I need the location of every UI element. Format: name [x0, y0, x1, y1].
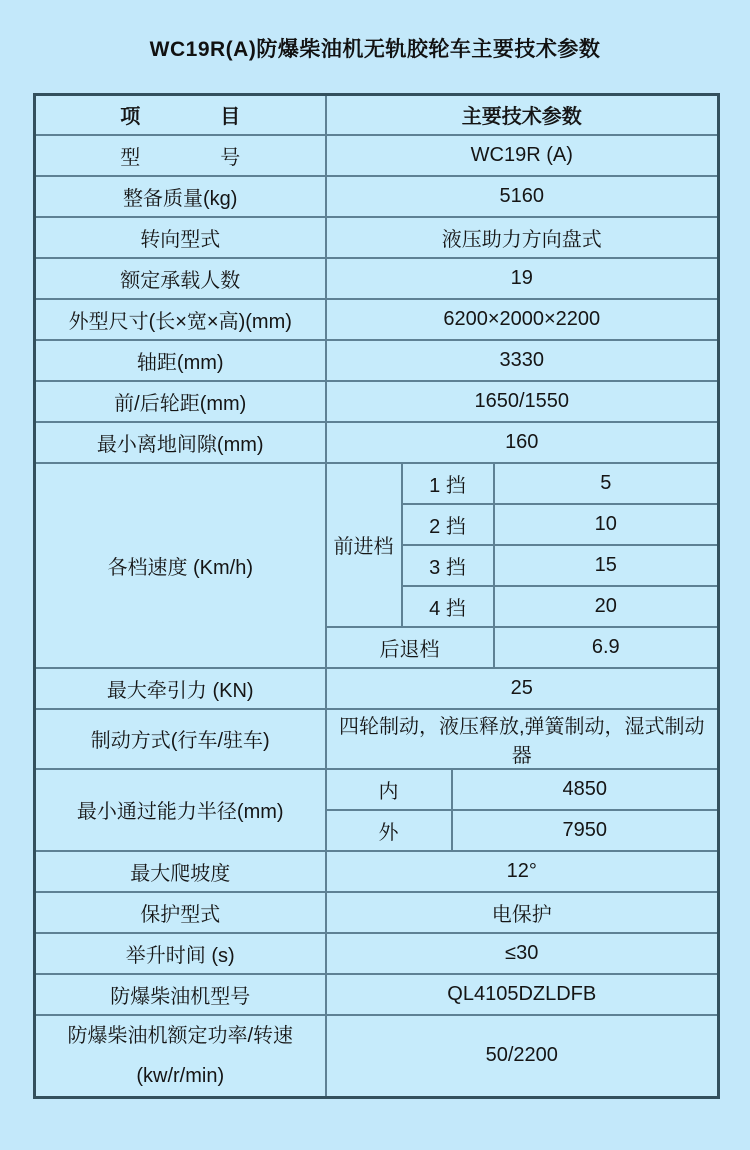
power-label-line2: (kw/r/min) — [136, 1064, 225, 1087]
radius-inner-label: 内 — [326, 769, 452, 810]
row-value: 液压助力方向盘式 — [326, 217, 719, 258]
row-value: 电保护 — [326, 892, 719, 933]
row-label: 防爆柴油机型号 — [35, 974, 326, 1015]
table-row-braking-mode — [35, 709, 719, 769]
table-row-engine-model — [35, 974, 719, 1015]
row-label: 整备质量(kg) — [35, 176, 326, 217]
row-value: 160 — [326, 422, 719, 463]
row-label: 轴距(mm) — [35, 340, 326, 381]
gear-label: 3 挡 — [402, 545, 494, 586]
speed-section-label: 各档速度 (Km/h) — [35, 463, 326, 668]
row-label: 最大牵引力 (KN) — [35, 668, 326, 709]
row-value: QL4105DZLDFB — [326, 974, 719, 1015]
gear-speed-value: 20 — [494, 586, 719, 627]
table-row-track-width — [35, 381, 719, 422]
table-row-max-traction — [35, 668, 719, 709]
gear-label: 2 挡 — [402, 504, 494, 545]
reverse-gear-label: 后退档 — [326, 627, 494, 668]
row-label: 前/后轮距(mm) — [35, 381, 326, 422]
gear-speed-value: 5 — [494, 463, 719, 504]
row-value: WC19R (A) — [326, 135, 719, 176]
row-label: 型 号 — [35, 135, 326, 176]
row-label: 额定承载人数 — [35, 258, 326, 299]
table-row-rated-passengers — [35, 258, 719, 299]
table-row-wheelbase — [35, 340, 719, 381]
row-label: 最大爬坡度 — [35, 851, 326, 892]
gear-speed-value: 15 — [494, 545, 719, 586]
row-value: 5160 — [326, 176, 719, 217]
table-row-radius-inner — [35, 769, 719, 810]
row-value: 6200×2000×2200 — [326, 299, 719, 340]
radius-outer-label: 外 — [326, 810, 452, 851]
table-header-row — [35, 95, 719, 135]
table-row-curb-weight — [35, 176, 719, 217]
table-row-model — [35, 135, 719, 176]
table-row-overall-dimensions — [35, 299, 719, 340]
row-value: ≤30 — [326, 933, 719, 974]
gear-speed-value: 10 — [494, 504, 719, 545]
row-value: 12° — [326, 851, 719, 892]
table-row-rated-power — [35, 1015, 719, 1098]
table-row-lift-time — [35, 933, 719, 974]
row-value: 19 — [326, 258, 719, 299]
row-value: 1650/1550 — [326, 381, 719, 422]
table-row-ground-clearance — [35, 422, 719, 463]
row-value: 25 — [326, 668, 719, 709]
table-row-steering-type — [35, 217, 719, 258]
spec-table — [33, 93, 720, 1099]
table-row-gear-1 — [35, 463, 719, 504]
radius-outer-value: 7950 — [452, 810, 719, 851]
gear-label: 1 挡 — [402, 463, 494, 504]
row-value: 四轮制动，液压释放,弹簧制动，湿式制动器 — [326, 709, 719, 769]
reverse-gear-speed-value: 6.9 — [494, 627, 719, 668]
column-header-item: 项 目 — [35, 95, 326, 135]
radius-inner-value: 4850 — [452, 769, 719, 810]
row-label: 转向型式 — [35, 217, 326, 258]
forward-gear-label: 前进档 — [326, 463, 402, 627]
page-title: WC19R(A)防爆柴油机无轨胶轮车主要技术参数 — [149, 38, 601, 61]
row-label — [35, 1015, 326, 1098]
row-label: 最小离地间隙(mm) — [35, 422, 326, 463]
row-value: 50/2200 — [326, 1015, 719, 1098]
table-row-max-gradeability — [35, 851, 719, 892]
row-value: 3330 — [326, 340, 719, 381]
row-label: 外型尺寸(长×宽×高)(mm) — [35, 299, 326, 340]
row-label: 举升时间 (s) — [35, 933, 326, 974]
column-header-params: 主要技术参数 — [326, 95, 719, 135]
power-label-line1: 防爆柴油机额定功率/转速 — [67, 1024, 294, 1047]
row-label: 保护型式 — [35, 892, 326, 933]
radius-section-label: 最小通过能力半径(mm) — [35, 769, 326, 851]
table-row-protection-type — [35, 892, 719, 933]
gear-label: 4 挡 — [402, 586, 494, 627]
row-label: 制动方式(行车/驻车) — [35, 709, 326, 769]
